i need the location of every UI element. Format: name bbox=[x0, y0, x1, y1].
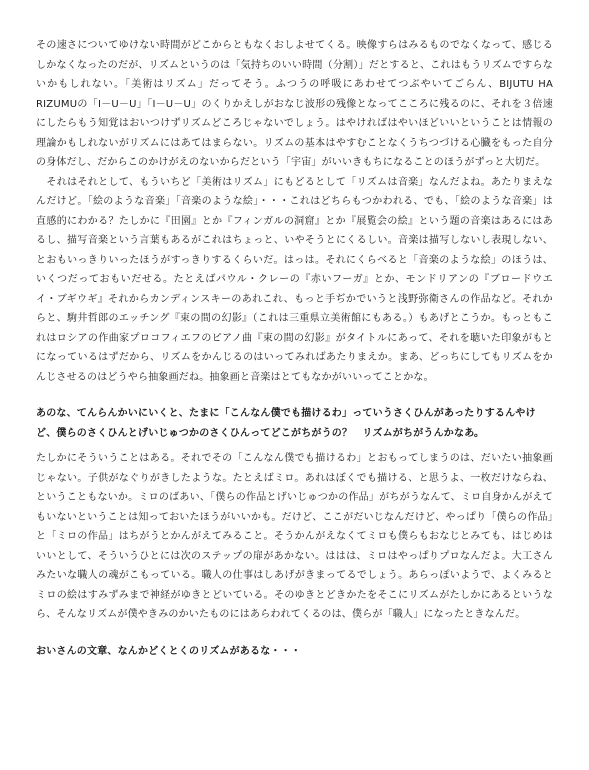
question-heading: おいさんの文章、なんかどくとくのリズムがあるな・・・ bbox=[36, 645, 301, 657]
section-spacer bbox=[36, 387, 553, 404]
section-spacer bbox=[36, 625, 553, 642]
body-paragraph: その速さについてゆけない時間がどこからともなくおしよせてくる。映像すらはみるものでなくなって、感じるしかなくなったのだが、リズムというのは「気持ちのいい時間（分割）」だとすると、これはもうリズムですらないかもしれない。「美術はリズム」だってそう。ふつうの呼吸にあわせてつぶやいてごらん、BIJUTU HA RIZUMUの「I－U－U」「I－U－U」のくりかえしがおなじ波形の残像となってこころに残るのに、それを３倍速にしたらもう知覚はおいつけずリズムどころじゃないでしょう。はやければはやいほどいいということは情報の理論かもしれないがリズムにはあてはまらない。リズムの基本はやすむことなくうちつづける心臓をもった自分の身体だし、だからこのかけがえのないからだという「宇宙」がいいきもちになることのほうがずっと大切だ。 bbox=[36, 40, 553, 168]
document-body bbox=[36, 36, 553, 661]
body-paragraph: それはそれとして、もういちど「美術はリズム」にもどるとして「リズムは音楽」なんだよね。あたりまえなんだけど。「絵のような音楽」「音楽のような絵」・・・これはどちらもつかわれる、でも、「絵のような音楽」は直感的にわかる？たしかに『田園』とか『フィンガルの洞窟』とか『展覧会の絵』という題の音楽はあるにはあるし、描写音楽という言葉もあるがこれはちょっと、いやそうとにくるしい。音楽は描写しないし表現しない、とおもいっきりいったほうがすっきりするくらいだ。はっは。それにくらべると「音楽のような絵」のほうは、いくつだっておもいだせる。たとえばパウル・クレーの『赤いフーガ』とか、モンドリアンの『ブロードウエイ・ブギウギ』それからカンディンスキーのあれこれ、もっと手ぢかでいうと浅野弥衛さんの作品など。それからと、駒井哲郎のエッチング『束の間の幻影』（これは三重県立美術館にもある。）もあげとこうか。もっともこれはロシアの作曲家プロコフィエフのピアノ曲『束の間の幻影』がタイトルにあって、それを聴いた印象がもとになっているはずだから、リズムをかんじるのはいってみればあたりまえか。まあ、どっちにしてもリズムをかんじさせるのはどうやら抽象画だね。抽象画と音楽はとてもなかがいいってことかな。 bbox=[36, 176, 553, 383]
body-paragraph: たしかにそういうことはある。それでその「こんなん僕でも描けるわ」とおもってしまうのは、だいたい抽象画じゃない。子供がなぐりがきしたような。たとえばミロ。あれはぼくでも描ける、と思うよ、一枚だけならね、ということもないか。ミロのばあい、「僕らの作品とげいじゅつかの作品」がちがうなんて、ミロ自身かんがえてもいないということは知っておいたほうがいいかも。だけど、ここがだいじなんだけど、やっぱり「僕らの作品」と「ミロの作品」はちがうとかんがえてみること。そうかんがえなくてミロも僕らもおなじとみても、はじめはいいとして、そういうひとには次のステップの扉があかない。ははは、ミロはやっぱりプロなんだよ。大工さんみたいな職人の魂がこもっている。職人の仕事はしあげがきまってるでしょう。あらっぽいようで、よくみるとミロの絵はすみずみまで神経がゆきとどいている。そのゆきとどきかたをそこにリズムがたしかにあるというなら、そんなリズムが僕やきみのかいたものにはあらわれてくるのは、僕らが「職人」になったときなんだ。 bbox=[36, 453, 553, 620]
question-heading: あのな、てんらんかいにいくと、たまに「こんなん僕でも描けるわ」っていうさくひんがあったりするんやけど、僕らのさくひんとげいじゅつかのさくひんってどこがちがうの？ リズムがちがうんかなあ。 bbox=[36, 408, 536, 439]
